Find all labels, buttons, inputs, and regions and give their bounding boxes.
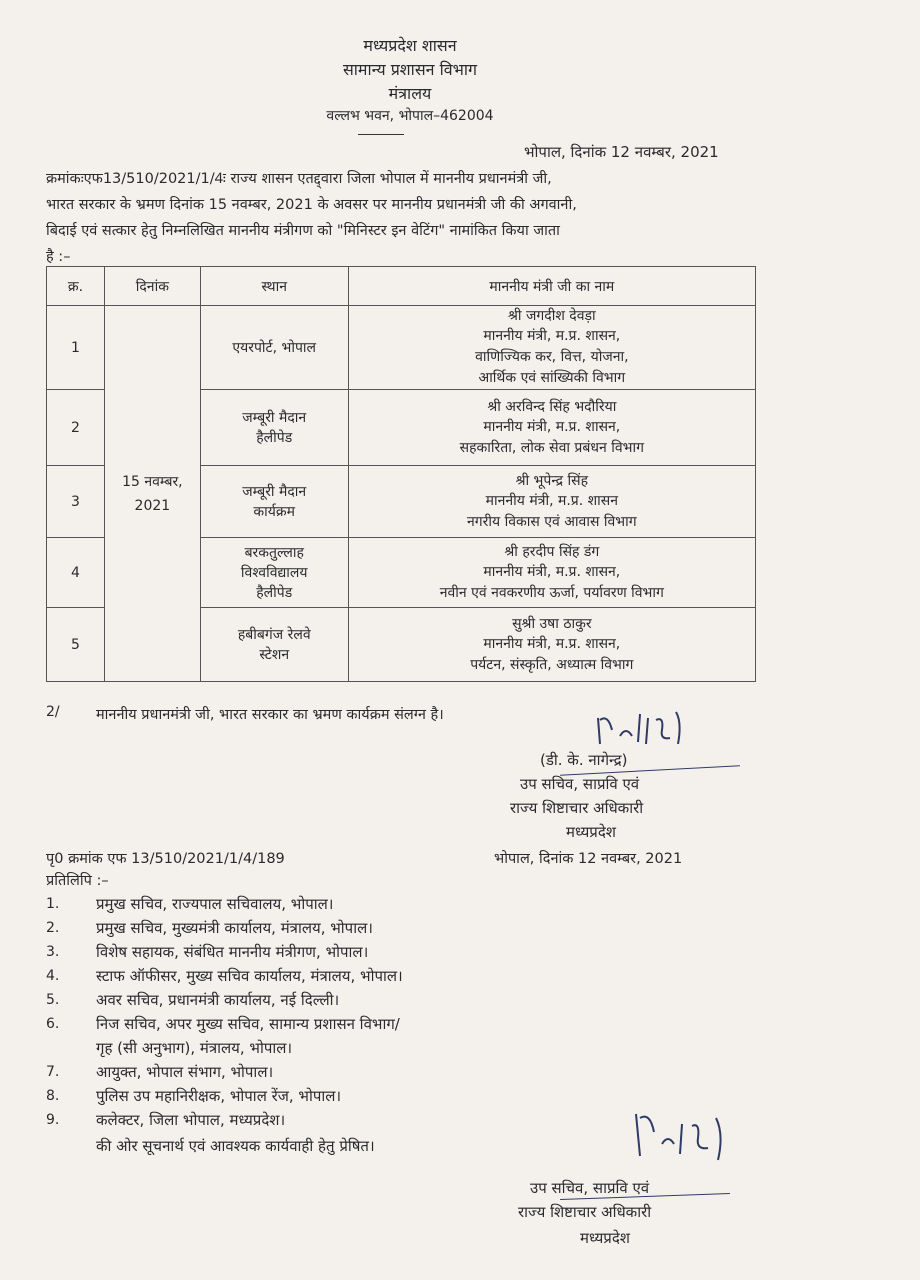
row-serial: 3 <box>47 466 105 538</box>
letter-date: भोपाल, दिनांक 12 नवम्बर, 2021 <box>524 143 719 161</box>
col-header-location: स्थान <box>200 267 348 306</box>
row-location <box>200 306 348 390</box>
row-minister <box>348 538 755 608</box>
minister-detail: आर्थिक एवं सांख्यिकी विभाग <box>478 370 626 386</box>
copy-recipient: स्टाफ ऑफीसर, मुख्य सचिव कार्यालय, मंत्रालय, भोपाल। <box>96 967 403 985</box>
header-underline <box>358 134 404 135</box>
signatory-designation-1: उप सचिव, साप्रवि एवं <box>520 775 640 793</box>
copy-number: 2. <box>46 920 60 936</box>
copy-number: 1. <box>46 896 60 912</box>
minister-detail: नगरीय विकास एवं आवास विभाग <box>467 513 637 530</box>
location-line: एयरपोर्ट, भोपाल <box>232 339 317 356</box>
col-header-minister: माननीय मंत्री जी का नाम <box>348 267 755 306</box>
copy-recipient: प्रमुख सचिव, राज्यपाल सचिवालय, भोपाल। <box>96 895 334 913</box>
copy-recipient: अवर सचिव, प्रधानमंत्री कार्यालय, नई दिल्ली। <box>96 991 340 1009</box>
body-line-1: क्रमांकःएफ13/510/2021/1/4ः राज्य शासन एतद्द्वारा जिला भोपाल में माननीय प्रधानमंत्री जी, <box>46 171 552 187</box>
location-line: हबीबगंज रेलवे <box>237 626 311 643</box>
row-location <box>200 466 348 538</box>
point-2-text: माननीय प्रधानमंत्री जी, भारत सरकार का भ्रमण कार्यक्रम संलग्न है। <box>96 707 444 723</box>
minister-detail: पर्यटन, संस्कृति, अध्यात्म विभाग <box>470 656 634 673</box>
minister-detail: माननीय मंत्री, म.प्र. शासन, <box>483 328 621 344</box>
endorsement-reference: पृ0 क्रमांक एफ 13/510/2021/1/4/189 <box>46 851 285 867</box>
signatory-2-designation-3: मध्यप्रदेश <box>580 1229 631 1247</box>
signatory-designation-3: मध्यप्रदेश <box>566 823 617 841</box>
col-header-date: दिनांक <box>104 267 200 306</box>
row-serial: 1 <box>47 306 105 390</box>
location-line: बरकतुल्लाह <box>244 544 304 561</box>
minister-schedule-table <box>46 266 756 682</box>
row-serial: 4 <box>47 538 105 608</box>
copy-recipient: आयुक्त, भोपाल संभाग, भोपाल। <box>96 1063 274 1081</box>
row-minister <box>348 466 755 538</box>
table-header-row <box>47 267 756 306</box>
location-line: हैलीपेड <box>256 429 293 446</box>
closing-line: की ओर सूचनार्थ एवं आवश्यक कार्यवाही हेतु प्रेषित। <box>96 1137 375 1155</box>
copy-recipient: विशेष सहायक, संबंधित माननीय मंत्रीगण, भोपाल। <box>96 943 369 961</box>
copy-number: 4. <box>46 968 60 984</box>
row-minister <box>348 390 755 466</box>
copy-number: 3. <box>46 944 60 960</box>
minister-detail: माननीय मंत्री, म.प्र. शासन, <box>483 418 621 435</box>
signatory-2-designation-2: राज्य शिष्टाचार अधिकारी <box>518 1203 652 1221</box>
copy-to-label: प्रतिलिपि :– <box>46 873 109 889</box>
location-line: जम्बूरी मैदान <box>242 409 307 426</box>
header-line-1: मध्यप्रदेश शासन <box>363 36 457 55</box>
copy-recipient: प्रमुख सचिव, मुख्यमंत्री कार्यालय, मंत्रालय, भोपाल। <box>96 919 373 937</box>
header-line-4: वल्लभ भवन, भोपाल–462004 <box>326 108 494 124</box>
endorsement-date: भोपाल, दिनांक 12 नवम्बर, 2021 <box>494 851 683 867</box>
minister-detail: वाणिज्यिक कर, वित्त, योजना, <box>475 349 629 365</box>
minister-name: श्री भूपेन्द्र सिंह <box>515 472 589 489</box>
body-line-2: भारत सरकार के भ्रमण दिनांक 15 नवम्बर, 2021 के अवसर पर माननीय प्रधानमंत्री जी की अगवानी, <box>46 197 577 213</box>
copy-number: 6. <box>46 1016 60 1032</box>
location-line: हैलीपेड <box>256 584 293 601</box>
header-line-2: सामान्य प्रशासन विभाग <box>342 60 478 79</box>
minister-name: श्री अरविन्द सिंह भदौरिया <box>487 398 617 415</box>
minister-name: श्री जगदीश देवड़ा <box>508 308 596 324</box>
copy-recipient-continued: गृह (सी अनुभाग), मंत्रालय, भोपाल। <box>96 1039 293 1057</box>
copy-number: 7. <box>46 1064 60 1080</box>
date-cell-line-1: 15 नवम्बर, <box>122 473 183 490</box>
row-location <box>200 390 348 466</box>
copy-recipient: निज सचिव, अपर मुख्य सचिव, सामान्य प्रशासन विभाग/ <box>96 1015 400 1033</box>
table-row <box>47 306 756 390</box>
copy-number: 9. <box>46 1112 60 1128</box>
signature-scribble-2 <box>628 1104 748 1174</box>
row-minister <box>348 608 755 682</box>
copy-recipient: कलेक्टर, जिला भोपाल, मध्यप्रदेश। <box>96 1111 286 1129</box>
row-location <box>200 608 348 682</box>
minister-detail: माननीय मंत्री, म.प्र. शासन, <box>483 635 621 652</box>
row-serial: 2 <box>47 390 105 466</box>
copy-number: 8. <box>46 1088 60 1104</box>
col-header-serial: क्र. <box>47 267 105 306</box>
signatory-2-designation-1: उप सचिव, साप्रवि एवं <box>530 1179 650 1197</box>
signatory-designation-2: राज्य शिष्टाचार अधिकारी <box>510 799 644 817</box>
minister-detail: सहकारिता, लोक सेवा प्रबंधन विभाग <box>459 439 644 456</box>
copy-recipient: पुलिस उप महानिरीक्षक, भोपाल रेंज, भोपाल। <box>96 1087 342 1105</box>
body-line-4: है :– <box>46 249 71 265</box>
minister-name: श्री हरदीप सिंह डंग <box>504 543 600 560</box>
location-line: कार्यक्रम <box>253 503 296 520</box>
row-minister <box>348 306 755 390</box>
location-line: जम्बूरी मैदान <box>242 483 307 500</box>
date-cell-line-2: 2021 <box>134 497 171 514</box>
minister-detail: नवीन एवं नवकरणीय ऊर्जा, पर्यावरण विभाग <box>439 584 664 601</box>
signatory-name: (डी. के. नागेन्द्र) <box>540 751 628 769</box>
row-serial: 5 <box>47 608 105 682</box>
location-line: विश्वविद्यालय <box>240 564 308 581</box>
location-line: स्टेशन <box>259 646 290 663</box>
minister-detail: माननीय मंत्री, म.प्र. शासन <box>485 492 619 509</box>
date-cell <box>104 306 200 682</box>
minister-name: सुश्री उषा ठाकुर <box>512 615 592 632</box>
point-2-number: 2/ <box>46 704 60 720</box>
header-line-3: मंत्रालय <box>388 84 432 103</box>
copy-number: 5. <box>46 992 60 1008</box>
body-line-3: बिदाई एवं सत्कार हेतु निम्नलिखित माननीय मंत्रीगण को "मिनिस्टर इन वेटिंग" नामांकित किया जाता <box>46 223 560 239</box>
minister-detail: माननीय मंत्री, म.प्र. शासन, <box>483 563 621 580</box>
row-location <box>200 538 348 608</box>
